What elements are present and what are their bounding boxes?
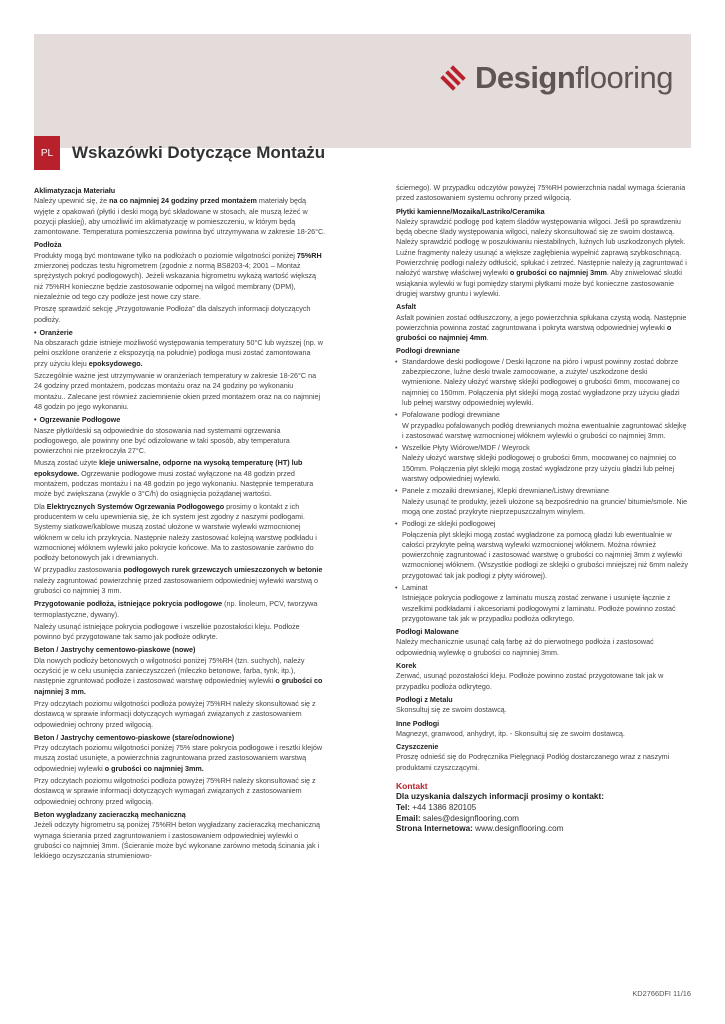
paragraph: Produkty mogą być montowane tylko na podłożach o poziomie wilgotności poniżej 75%RH zmierzonej podczas testu higrometrem (zgodnie z normą BS8203-4; 2001 – Montaż sprężystych pokryć podłogowych). Jeżeli wskazania higrometru wykażą wartość większą niż 75%RH konieczne będzie zastosowanie odpornej na wilgoć membrany (DPM), niezależnie od tego czy podłoże jest nowe czy stare. xyxy=(34,250,322,301)
paragraph: Dla nowych podłoży betonowych o wilgotności poniżej 75%RH (tzn. suchych), należy oczyścić je w celu usunięcia zanieczyszczeń (mleczko betonowe, farba, tynk, itp.), następnie zgruntować podłoże i zastosować warstwę odpowiedniej wylewki o grubości co najmniej 3 mm. xyxy=(34,655,323,696)
contact-subtitle: Dla uzyskania dalszych informacji prosimy o kontakt: xyxy=(396,792,604,802)
paragraph: Na obszarach gdzie istnieje możliwość występowania temperatury 50°C lub wyższej (np. w pełni oszklone oranżerie z ekspozycją na południe) podłoga musi zostać zamontowana przy użyciu kleju epoksydowego. xyxy=(34,338,323,368)
paragraph: Przygotowanie podłoża, istniejące pokrycia podłogowe (np. linoleum, PCV, tworzywa termoplastyczne, dywany). xyxy=(34,599,318,619)
section-heading: Podłoża xyxy=(34,240,62,250)
section-heading: Beton / Jastrychy cementowo-piaskowe (stare/odnowione) xyxy=(34,732,235,742)
header-band xyxy=(34,34,691,148)
paragraph: Szczególnie ważne jest utrzymywanie w oranżeriach temperatury w zakresie 18-26°C na 24 godziny przed montażem, podczas montażu oraz na 24 godziny po wykonaniu montażu.. Zalecane jest również zaciemnienie okien przed montażem oraz na co najmniej 48 godzin po jego wykonaniu. xyxy=(34,371,321,411)
list-item: • Standardowe deski podłogowe / Deski łączone na pióro i wpust powinny zostać dobrze zabezpieczone, luźne deski trwale zamocowane, a zużyte/ uszkodzone deski wymienione. Należy ułożyć warstwę sklejki podłogowej o grubości 6mm, mocowanej co najmniej co 150mm. Połączenia płyt sklejki mogą zostać wygładzone przy użyciu gładzi lub pełnej warstwy odpowiedniej wylewki. xyxy=(396,357,688,408)
section-heading: Podłogi Malowane xyxy=(396,627,459,637)
section-heading: Beton / Jastrychy cementowo-piaskowe (nowe) xyxy=(34,645,196,655)
section-heading: Aklimatyzacja Materiału xyxy=(34,186,116,195)
paragraph: Należy upewnić się, że na co najmniej 24 godziny przed montażem materiały będą wyjęte z opakowań (płytki i deski mogą być składowane w stosach, ale muszą leżeć w pozycji płaskiej), aby umożliwić im aklimatyzację w pomieszczeniu, w którym będą zamontowane. Temperatura pomieszczenia powinna być utrzymywana w zakresie 18-26°C. xyxy=(34,196,326,237)
list-item: • Panele z mozaiki drewnianej, Klepki drewniane/Listwy drewniane Należy usunąć te produkty, jeżeli ułożone są bezpośrednio na gruncie/ bitumie/smole. Nie mogą one zostać przykryte nieprzepuszczalnym winylem. xyxy=(396,486,688,517)
paragraph: Przy odczytach poziomu wilgotności podłoża powyżej 75%RH należy skonsultować się z dostawcą w sprawie informacji dotyczących wymagań związanych z zastosowaniem odpowiedniej ochrony przed wilgocią. xyxy=(34,776,316,806)
list-item: • Pofalowane podłogi drewniane W przypadku pofalowanych podłóg drewnianych można ewentualnie zagruntować sklejkę i zastosować warstwę wzmocnionej włóknem wylewki o grubości co najmniej 3mm. xyxy=(396,410,688,441)
language-badge: PL xyxy=(34,136,60,170)
page-title: Wskazówki Dotyczące Montażu xyxy=(72,143,326,162)
contact-phone: Tel: +44 1386 820105 xyxy=(396,802,477,812)
paragraph: Jeżeli odczyty higrometru są poniżej 75%RH beton wygładzany zacieraczką mechaniczną wymaga ścierania przed zagruntowaniem i zastosowaniem odpowiedniej wylewki o grubości co najmniej 3mm. (Ścieranie może być wykonane zarówno metodą ścinania jak i lekkiego oczyszczania strumieniowo- xyxy=(34,820,321,861)
paragraph: Należy sprawdzić podłogę pod kątem śladów występowania wilgoci. Jeśli po sprawdzeniu będą obecne ślady występowania wilgoci, należy skonsultować się ze swoim dostawcą. Należy sprawdzić podłogę w poszukiwaniu niestabilnych, luźnych lub uszkodzonych płytek. Luźne fragmenty należy usunąć a większe zagłębienia wypełnić zaprawą szybkoschnącą. Powierzchnię podłogi należy odtłuścić, spłukać i zetrzeć. Następnie należy ją zagruntować i nałożyć warstwę właściwej wylewki o grubości co najmniej 3mm. Aby zniwelować skutki wsiąkania wylewki w fugi pomiędzy starymi płytkami może być konieczne zastosowanie drugiej warstwy gruntu i wylewki. xyxy=(396,216,687,298)
paragraph: Muszą zostać użyte kleje uniwersalne, odporne na wysoką temperaturę (HT) lub epoksydowe. Ogrzewanie podłogowe musi zostać wyłączone na 48 godzin przed montażem, podczas montażu i na 48 godzin po jego wykonaniu. Następnie temperatura może być zwiększana (zwykle o 3°C/h) do osiągnięcia pożądanej wartości. xyxy=(34,458,314,499)
list-item: • Wszelkie Płyty Wiórowe/MDF / Weyrock Należy ułożyć warstwę sklejki podłogowej o grubości 6mm, mocowanej co najmniej co 150mm. Połączenia płyt sklejki mogą zostać wygładzone przy użyciu gładzi lub pełnej warstwy odpowiedniej wylewki. xyxy=(396,443,688,484)
paragraph: Należy mechanicznie usunąć całą farbę aż do pierwotnego podłoża i zastosować odpowiednią wylewkę o grubości co najmniej 3mm. xyxy=(396,637,654,657)
section-heading: • Oranżerie xyxy=(34,328,326,338)
paragraph: Nasze płytki/deski są odpowiednie do stosowania nad systemami ogrzewania podłogowego, ale powinny one być odizolowane w taki sposób, aby temperatura powierzchni nie przekroczyła 27°C. xyxy=(34,425,290,456)
list-item: • Laminat Istniejące pokrycia podłogowe z laminatu muszą zostać zerwane i usunięte łącznie z wszelkimi podkładami i akcesoriami podłogowymi z laminatu. Podłoże powinno zostać przygotowane tak jak w przypadku podłoża odkrytego. xyxy=(396,583,688,624)
logo-wordmark: Designflooring xyxy=(474,60,673,95)
paragraph: Magnezyt, granwood, anhydryt, itp. - Skonsultuj się ze swoim dostawcą. xyxy=(396,728,625,738)
paragraph: Proszę sprawdzić sekcję „Przygotowanie Podłoża” dla dalszych informacji dotyczących podłoży. xyxy=(34,304,311,324)
logo-diamond-icon xyxy=(439,64,467,92)
left-column xyxy=(34,183,326,863)
designflooring-logo xyxy=(439,62,673,93)
section-heading: Czyszczenie xyxy=(396,742,439,752)
contact-title: Kontakt xyxy=(396,781,428,792)
paragraph: Należy usunąć istniejące pokrycia podłogowe i wszelkie pozostałości kleju. Podłoże powinno być przygotowane tak samo jak podłoże odkryte. xyxy=(34,621,300,642)
title-row xyxy=(34,136,325,170)
paragraph: Przy odczytach poziomu wilgotności podłoża powyżej 75%RH należy skonsultować się z dostawcą w sprawie informacji dotyczących wymagań związanych z zastosowaniem odpowiedniej ochrony przed wilgocią. xyxy=(34,698,316,729)
section-heading: Podłogi drewniane xyxy=(396,346,460,356)
list-item: • Podłogi ze sklejki podłogowej Połączenia płyt sklejki mogą zostać wygładzone za pomocą gładzi lub ewentualnie w całości przykryte pełną warstwą wylewki wzmocnionej włóknem. Można również powierzchnię zagruntować i zastosować warstwę o grubości co najmniej 3mm z wylewki wzmocnionej włóknem. (Wszystkie podłogi ze sklejki o grubości mniejszej niż 6mm należy przygotować tak jak podłogi z płyty wiórowej). xyxy=(396,519,688,581)
contact-block xyxy=(396,792,688,835)
paragraph: ściernego). W przypadku odczytów powyżej 75%RH powierzchnia nadal wymaga ścierania przed zastosowaniem systemu ochrony przed wilgocią. xyxy=(396,183,686,203)
paragraph: Proszę odnieść się do Podręcznika Pielęgnacji Podłóg dostarczanego wraz z naszymi produktami czyszczącymi. xyxy=(396,752,670,772)
section-heading: Asfalt xyxy=(396,302,416,312)
section-heading: Korek xyxy=(396,661,417,671)
paragraph: Skonsultuj się ze swoim dostawcą. xyxy=(396,705,507,715)
paragraph: Asfalt powinien zostać odtłuszczony, a jego powierzchnia spłukana czystą wodą. Następnie powierzchnia powinna zostać zagruntowana i pokryta warstwą odpowiedniej wylewki o grubości co najmniej 4mm. xyxy=(396,312,687,343)
paragraph: Dla Elektrycznych Systemów Ogrzewania Podłogowego prosimy o kontakt z ich producentem w celu upewnienia się, że ich system jest zgodny z naszymi podłogami. Systemy siatkowe/kablowe muszą zostać ułożone w warstwie wylewki wzmocnionej włóknem w celu ich przykrycia. Następnie należy zastosować kolejną warstwę podkładu i wzmocnionej włóknem wylewki jako pokrycie końcowe. Ma to zastosowanie zarówno do podłoży betonowych jak i drewnianych. xyxy=(34,501,317,563)
section-heading: • Ogrzewanie Podłogowe xyxy=(34,415,326,425)
contact-email[interactable]: Email: sales@designflooring.com xyxy=(396,813,520,823)
paragraph: Przy odczytach poziomu wilgotności poniżej 75% stare pokrycia podłogowe i resztki klejów muszą zostać usunięte, a powierzchnia zagruntowana przed zastosowaniem warstwą odpowiedniej wylewki o grubości co najmniej 3mm. xyxy=(34,743,323,773)
section-heading: Podłogi z Metalu xyxy=(396,694,453,704)
contact-website[interactable]: Strona Internetowa: www.designflooring.com xyxy=(396,824,564,834)
right-column xyxy=(396,183,688,835)
section-heading: Inne Podłogi xyxy=(396,718,440,728)
document-code: KD2766DFI 11/16 xyxy=(632,989,691,998)
section-heading: Beton wygładzany zacieraczką mechaniczną xyxy=(34,809,186,819)
paragraph: Zerwać, usunąć pozostałości kleju. Podłoże powinno zostać przygotowane tak jak w przypadku podłoża odkrytego. xyxy=(396,671,664,691)
paragraph: W przypadku zastosowania podłogowych rurek grzewczych umieszczonych w betonie należy zagruntować powierzchnię przed zastosowaniem odpowiedniej wylewki warstwą o grubości co najmniej 3 mm. xyxy=(34,565,323,595)
section-heading: Płytki kamienne/Mozaika/Lastriko/Ceramika xyxy=(396,206,545,216)
